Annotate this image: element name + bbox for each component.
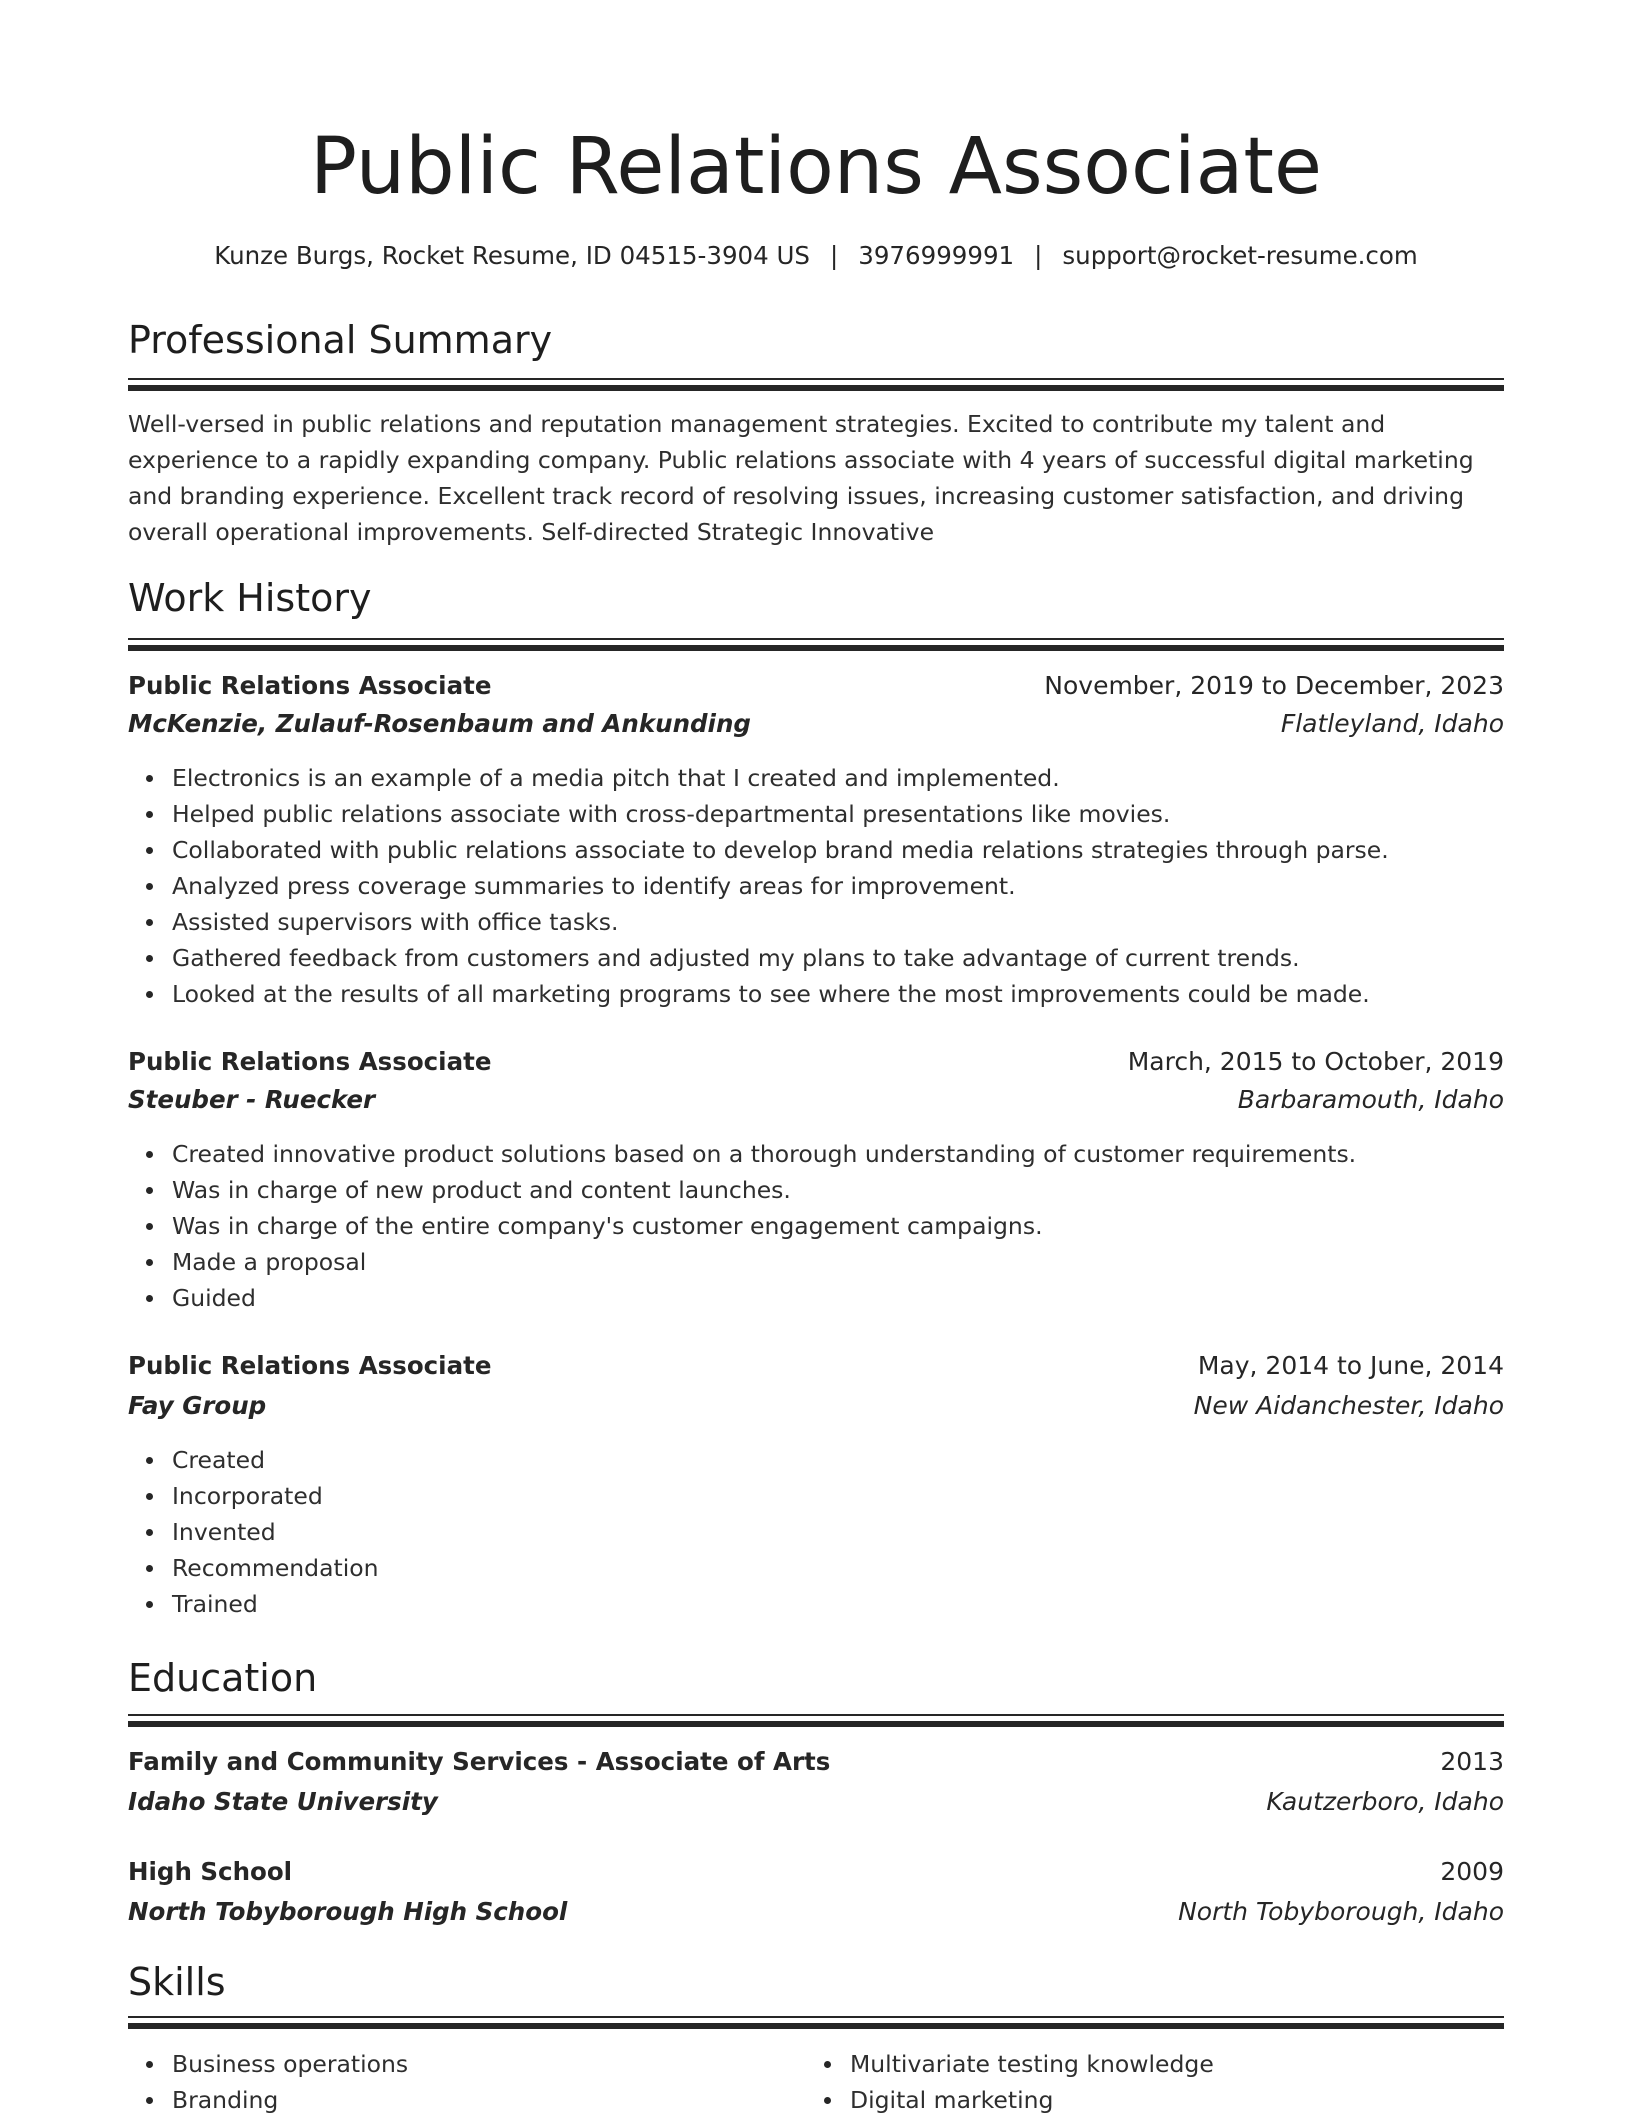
skills-list-right (806, 2046, 1548, 2118)
school-name: North Tobyborough High School (128, 1897, 568, 1926)
list-item: Trained (172, 1586, 1548, 1622)
job-bullets (128, 760, 1548, 1012)
list-item: Assisted supervisors with office tasks. (172, 904, 1548, 940)
education-header (128, 1742, 1504, 1782)
graduation-year: 2013 (1440, 1747, 1504, 1776)
list-item: Incorporated (172, 1478, 1548, 1514)
school-location: Kautzerboro, Idaho (1266, 1787, 1504, 1816)
job-location: Flatleyland, Idaho (1280, 709, 1504, 738)
job-subheader (128, 1386, 1504, 1426)
job-dates: May, 2014 to June, 2014 (1197, 1351, 1504, 1380)
job-bullets (128, 1136, 1548, 1316)
job-location: Barbaramouth, Idaho (1237, 1085, 1504, 1114)
job-title: Public Relations Associate (128, 1351, 492, 1380)
education-section (128, 1652, 1504, 1704)
degree: Family and Community Services - Associate of Arts (128, 1747, 831, 1776)
skill-item: Business operations (172, 2046, 1548, 2082)
list-item: Gathered feedback from customers and adjusted my plans to take advantage of current trends. (172, 940, 1548, 976)
list-item: Created innovative product solutions based on a thorough understanding of customer requirements. (172, 1136, 1548, 1172)
job-header (128, 1042, 1504, 1082)
job-company: Steuber - Ruecker (128, 1085, 376, 1114)
job-dates: November, 2019 to December, 2023 (1044, 671, 1504, 700)
list-item: Electronics is an example of a media pitch that I created and implemented. (172, 760, 1548, 796)
list-item: Collaborated with public relations associate to develop brand media relations strategies through parse. (172, 832, 1548, 868)
school-name: Idaho State University (128, 1787, 438, 1816)
skills-heading: Skills (128, 1960, 226, 2004)
skill-item: Multivariate testing knowledge (850, 2046, 1548, 2082)
education-heading: Education (128, 1656, 318, 1700)
summary-text: Well-versed in public relations and reputation management strategies. Excited to contribute my talent and experience to a rapidly expanding company. Public relations associate with 4 years of successful digital marketing and branding experience. Excellent track record of resolving issues, increasing customer satisfaction, and driving overall operational improvements. Self-directed Strategic Innovative (128, 410, 1474, 546)
job-header (128, 1346, 1504, 1386)
job-company: McKenzie, Zulauf-Rosenbaum and Ankunding (128, 709, 751, 738)
list-item: Guided (172, 1280, 1548, 1316)
work-history-heading: Work History (128, 576, 372, 620)
contact-email: support@rocket-resume.com (1062, 241, 1418, 270)
summary-heading: Professional Summary (128, 318, 553, 362)
contact-phone: 3976999991 (858, 241, 1015, 270)
contact-separator: | (829, 241, 839, 270)
graduation-year: 2009 (1440, 1857, 1504, 1886)
education-subheader (128, 1892, 1504, 1932)
list-item: Looked at the results of all marketing programs to see where the most improvements could be made. (172, 976, 1548, 1012)
resume-title: Public Relations Associate (310, 122, 1322, 212)
summary-section (128, 314, 1504, 366)
skill-item: Digital marketing (850, 2082, 1548, 2118)
education-header (128, 1852, 1504, 1892)
skills-section (128, 1956, 1504, 2008)
list-item: Invented (172, 1514, 1548, 1550)
job-title: Public Relations Associate (128, 671, 492, 700)
contact-address: Kunze Burgs, Rocket Resume, ID 04515-3904 US (214, 241, 810, 270)
degree: High School (128, 1857, 293, 1886)
list-item: Made a proposal (172, 1244, 1548, 1280)
education-subheader (128, 1782, 1504, 1822)
work-history-section (128, 572, 1504, 624)
job-company: Fay Group (128, 1391, 267, 1420)
job-dates: March, 2015 to October, 2019 (1127, 1047, 1504, 1076)
list-item: Recommendation (172, 1550, 1548, 1586)
contact-line (128, 238, 1504, 274)
job-subheader (128, 1080, 1504, 1120)
list-item: Helped public relations associate with cross-departmental presentations like movies. (172, 796, 1548, 832)
skill-item: Branding (172, 2082, 1548, 2118)
list-item: Was in charge of new product and content launches. (172, 1172, 1548, 1208)
list-item: Analyzed press coverage summaries to identify areas for improvement. (172, 868, 1548, 904)
job-subheader (128, 704, 1504, 744)
school-location: North Tobyborough, Idaho (1178, 1897, 1504, 1926)
list-item: Was in charge of the entire company's customer engagement campaigns. (172, 1208, 1548, 1244)
job-location: New Aidanchester, Idaho (1193, 1391, 1504, 1420)
job-title: Public Relations Associate (128, 1047, 492, 1076)
job-header (128, 666, 1504, 706)
contact-separator: | (1034, 241, 1043, 270)
list-item: Created (172, 1442, 1548, 1478)
job-bullets (128, 1442, 1548, 1622)
